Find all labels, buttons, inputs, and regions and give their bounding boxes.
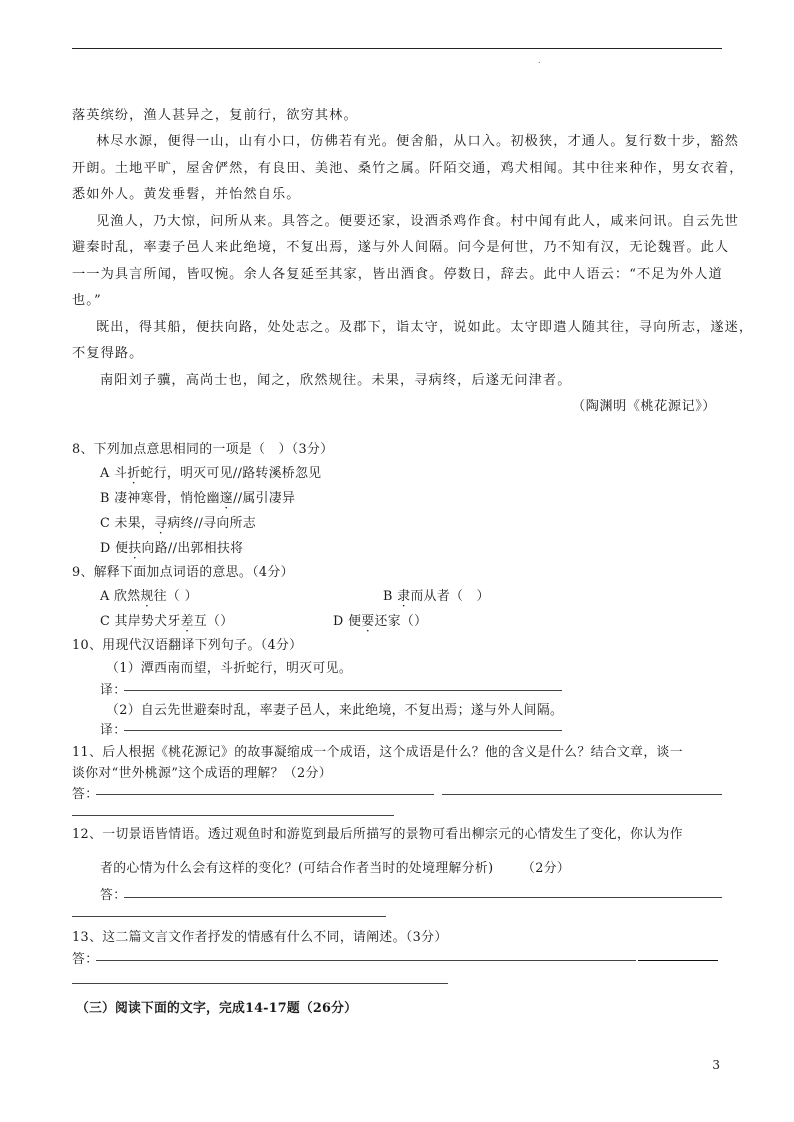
dotted-word: 规 [140, 589, 154, 604]
question-8-option-b [100, 487, 295, 506]
question-8-option-c [100, 512, 256, 531]
option-text: 向路//出郭相扶将 [141, 541, 244, 556]
answer-line[interactable] [442, 794, 722, 795]
dotted-word: 邃 [219, 491, 234, 506]
question-8-option-a [100, 462, 322, 481]
passage-line: 悉如外人。黄发垂髫，并怡然自乐。 [72, 187, 301, 202]
dotted-word: 折 [127, 466, 141, 481]
passage-line: 避秦时乱，率妻子邑人来此绝境，不复出焉，遂与外人间隔。问今是何世，乃不知有汉，无论魏晋。此人 [72, 240, 730, 255]
passage-line: 南阳刘子骥，高尚士也，闻之，欣然规往。未果，寻病终，后遂无问津者。 [100, 373, 572, 388]
header-dot-mark: . [538, 56, 541, 65]
question-12-score: （2分） [522, 861, 571, 876]
question-11-line: 11、后人根据《桃花源记》的故事凝缩成一个成语，这个成语是什么？他的含义是什么？结合文章，谈一 [72, 745, 683, 760]
header-rule [72, 48, 722, 49]
passage-line: 开朗。土地平旷，屋舍俨然，有良田、美池、桑竹之属。阡陌交通，鸡犬相闻。其中往来种作，男女衣着， [72, 161, 744, 176]
answer-line[interactable] [124, 897, 722, 898]
answer-line[interactable] [72, 916, 386, 917]
option-text: D 便 [100, 541, 129, 556]
question-8-stem: 8、下列加点意思相同的一项是（ ）（3分） [72, 442, 334, 457]
question-9-option-a [100, 585, 198, 604]
option-text: B 凄神寒骨，悄怆幽 [100, 491, 220, 506]
passage-line: 一一为具言所闻，皆叹惋。余人各复延至其家，皆出酒食。停数日，辞去。此中人语云：“不足为外人道 [72, 267, 723, 282]
option-text: C 未果， [100, 516, 155, 531]
section-3-heading: （三）阅读下面的文字，完成14-17题（26分） [76, 1001, 358, 1016]
option-text: A 欣然 [100, 589, 141, 604]
option-text: A 斗 [100, 466, 128, 481]
question-10-stem: 10、用现代汉语翻译下列句子。（4分） [72, 638, 303, 653]
option-text: //属引凄异 [233, 491, 296, 506]
answer-line[interactable] [638, 960, 718, 961]
answer-line[interactable] [72, 815, 394, 816]
passage-line: 落英缤纷，渔人甚异之，复前行，欲穷其林。 [72, 108, 358, 123]
option-text: B [383, 589, 398, 604]
option-text: 而从者（ ） [410, 589, 490, 604]
question-12-line: 者的心情为什么会有这样的变化？(可结合作者当时的处境理解分析) [100, 861, 494, 876]
question-12-line: 12、一切景语皆情语。透过观鱼时和游览到最后所描写的景物可看出柳宗元的心情发生了变化，你认为作 [72, 827, 683, 842]
question-10-sentence-2: （2）自云先世避秦时乱，率妻子邑人，来此绝境，不复出焉；遂与外人间隔。 [106, 703, 564, 718]
answer-line[interactable] [72, 983, 448, 984]
answer-label: 答： [72, 952, 99, 967]
question-10-sentence-1: （1）潭西南而望，斗折蛇行，明灭可见。 [106, 661, 353, 676]
question-9-stem: 9、解释下面加点词语的意思。（4分） [72, 565, 294, 580]
passage-line: 不复得路。 [72, 346, 144, 361]
passage-line: 林尽水源，便得一山，山有小口，仿佛若有光。便舍船，从口入。初极狭，才通人。复行数十步，豁然 [96, 134, 739, 149]
option-text: 蛇行，明灭可见//路转溪桥忽见 [140, 466, 322, 481]
answer-label: 译： [100, 723, 127, 738]
dotted-word: 隶 [397, 589, 411, 604]
answer-label: 答： [72, 787, 99, 802]
answer-label: 译： [100, 683, 127, 698]
dotted-word: 差 [180, 614, 194, 629]
question-13-stem: 13、这二篇文言文作者抒发的情感有什么不同，请阐述。（3分） [72, 930, 448, 945]
answer-line[interactable] [96, 960, 636, 961]
passage-line: 也。” [72, 293, 102, 308]
answer-label: 答： [100, 888, 127, 903]
question-9-option-b [383, 585, 490, 604]
option-text: D 便 [333, 614, 362, 629]
answer-line[interactable] [124, 730, 562, 731]
passage-line: 见渔人，乃大惊，问所从来。具答之。便要还家，设酒杀鸡作食。村中闻有此人，咸来问讯。自云先世 [96, 214, 739, 229]
option-text: 还家（） [374, 614, 428, 629]
question-9-option-d [333, 610, 427, 629]
passage-source: （陶渊明《桃花源记》） [572, 399, 716, 414]
answer-line[interactable] [96, 794, 434, 795]
dotted-word: 寻 [154, 516, 168, 531]
option-text: 病终//寻向所志 [167, 516, 257, 531]
answer-line[interactable] [124, 690, 562, 691]
dotted-word: 扶 [128, 541, 142, 556]
option-text: 往（ ） [153, 589, 198, 604]
question-9-option-c [100, 610, 233, 629]
option-text: 互（） [193, 614, 234, 629]
option-text: C 其岸势犬牙 [100, 614, 181, 629]
question-8-option-d [100, 537, 243, 556]
question-11-line: 谈你对“世外桃源”这个成语的理解？（2分） [72, 766, 332, 781]
page-number: 3 [712, 1058, 720, 1072]
dotted-word: 要 [361, 614, 375, 629]
passage-line: 既出，得其船，便扶向路，处处志之。及郡下，诣太守，说如此。太守即遣人随其往，寻向所志，遂迷， [96, 320, 754, 335]
